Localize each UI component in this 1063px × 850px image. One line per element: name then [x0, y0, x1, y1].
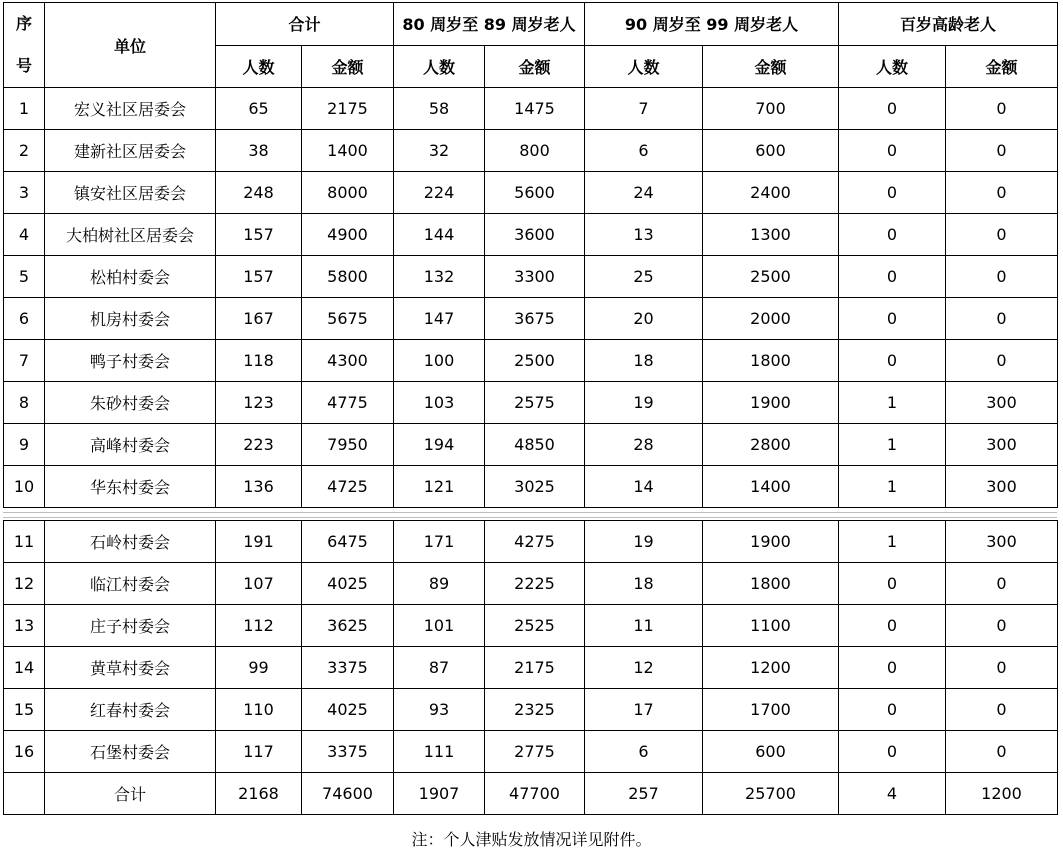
age-90-99-count-cell: 14 [585, 466, 703, 508]
unit-name-cell: 合计 [45, 773, 216, 815]
total-amount-cell: 8000 [302, 172, 394, 214]
centenarian-count-cell: 1 [839, 521, 946, 563]
centenarian-amount-cell: 0 [946, 340, 1058, 382]
centenarian-count-cell: 1 [839, 466, 946, 508]
total-amount-cell: 3375 [302, 647, 394, 689]
age-80-89-count-cell: 58 [394, 88, 485, 130]
table-row [4, 521, 1058, 563]
age-80-89-count-cell: 32 [394, 130, 485, 172]
subsidy-table-top [3, 2, 1058, 508]
row-index-cell: 6 [4, 298, 45, 340]
age-80-89-amount-cell: 2500 [485, 340, 585, 382]
centenarian-amount-cell: 0 [946, 214, 1058, 256]
total-count-cell: 118 [216, 340, 302, 382]
table-body-top [4, 88, 1058, 508]
age-80-89-count-cell: 121 [394, 466, 485, 508]
total-count-cell: 191 [216, 521, 302, 563]
unit-name-cell: 红春村委会 [45, 689, 216, 731]
table-row [4, 605, 1058, 647]
age-80-89-count-cell: 194 [394, 424, 485, 466]
age-80-89-amount-cell: 3675 [485, 298, 585, 340]
centenarian-count-cell: 0 [839, 731, 946, 773]
sub-header-count: 人数 [394, 45, 485, 88]
age-90-99-count-cell: 7 [585, 88, 703, 130]
row-index-cell: 15 [4, 689, 45, 731]
unit-name-cell: 朱砂村委会 [45, 382, 216, 424]
total-count-cell: 99 [216, 647, 302, 689]
unit-name-cell: 机房村委会 [45, 298, 216, 340]
table-row [4, 382, 1058, 424]
total-count-cell: 223 [216, 424, 302, 466]
row-index-cell: 1 [4, 88, 45, 130]
total-amount-cell: 7950 [302, 424, 394, 466]
age-80-89-amount-cell: 2225 [485, 563, 585, 605]
centenarian-count-cell: 0 [839, 172, 946, 214]
total-amount-cell: 74600 [302, 773, 394, 815]
centenarian-amount-cell: 0 [946, 130, 1058, 172]
age-90-99-count-cell: 19 [585, 382, 703, 424]
total-amount-cell: 4025 [302, 563, 394, 605]
unit-header: 单位 [45, 3, 216, 88]
unit-name-cell: 黄草村委会 [45, 647, 216, 689]
age-80-89-count-cell: 224 [394, 172, 485, 214]
age-90-99-amount-cell: 1300 [703, 214, 839, 256]
age-90-99-count-cell: 257 [585, 773, 703, 815]
total-amount-cell: 1400 [302, 130, 394, 172]
age-90-99-amount-cell: 1400 [703, 466, 839, 508]
unit-name-cell: 高峰村委会 [45, 424, 216, 466]
age-80-89-count-cell: 171 [394, 521, 485, 563]
row-index-cell: 14 [4, 647, 45, 689]
unit-name-cell: 庄子村委会 [45, 605, 216, 647]
age-80-89-count-cell: 132 [394, 256, 485, 298]
centenarian-count-cell: 0 [839, 214, 946, 256]
age-80-89-count-cell: 147 [394, 298, 485, 340]
age-90-99-count-cell: 20 [585, 298, 703, 340]
age-90-99-amount-cell: 2400 [703, 172, 839, 214]
age-90-99-amount-cell: 1900 [703, 521, 839, 563]
age-90-99-amount-cell: 1100 [703, 605, 839, 647]
age-80-89-count-cell: 101 [394, 605, 485, 647]
sub-header-amount: 金额 [946, 45, 1058, 88]
table-row [4, 340, 1058, 382]
table-row [4, 88, 1058, 130]
age-80-89-count-cell: 111 [394, 731, 485, 773]
total-amount-cell: 2175 [302, 88, 394, 130]
centenarian-amount-cell: 1200 [946, 773, 1058, 815]
sub-header-count: 人数 [216, 45, 302, 88]
total-count-cell: 112 [216, 605, 302, 647]
page-break-line [3, 512, 1057, 513]
total-count-cell: 136 [216, 466, 302, 508]
table-row [4, 172, 1058, 214]
centenarian-count-cell: 0 [839, 605, 946, 647]
centenarian-amount-cell: 0 [946, 731, 1058, 773]
age-90-99-count-cell: 6 [585, 130, 703, 172]
row-index-cell: 13 [4, 605, 45, 647]
age-90-99-count-cell: 12 [585, 647, 703, 689]
age-80-89-amount-cell: 2175 [485, 647, 585, 689]
centenarian-amount-cell: 0 [946, 88, 1058, 130]
centenarian-count-cell: 0 [839, 563, 946, 605]
total-amount-cell: 5675 [302, 298, 394, 340]
age-80-89-amount-cell: 3600 [485, 214, 585, 256]
total-count-cell: 157 [216, 256, 302, 298]
age-80-89-amount-cell: 2575 [485, 382, 585, 424]
total-count-cell: 65 [216, 88, 302, 130]
footnote: 注：个人津贴发放情况详见附件。 [411, 830, 652, 849]
total-count-cell: 167 [216, 298, 302, 340]
age-90-99-count-cell: 6 [585, 731, 703, 773]
centenarian-count-cell: 0 [839, 689, 946, 731]
table-row [4, 298, 1058, 340]
sub-header-amount: 金额 [485, 45, 585, 88]
row-index-cell: 2 [4, 130, 45, 172]
age-90-99-amount-cell: 600 [703, 731, 839, 773]
page-break-line [3, 517, 1057, 518]
age-90-99-amount-cell: 2500 [703, 256, 839, 298]
age-90-99-amount-cell: 700 [703, 88, 839, 130]
age-90-99-count-cell: 18 [585, 563, 703, 605]
total-row [4, 773, 1058, 815]
age-80-89-amount-cell: 4850 [485, 424, 585, 466]
total-amount-cell: 4725 [302, 466, 394, 508]
table-row [4, 256, 1058, 298]
age-90-99-count-cell: 24 [585, 172, 703, 214]
age-90-99-count-cell: 28 [585, 424, 703, 466]
centenarian-amount-cell: 0 [946, 647, 1058, 689]
centenarian-count-cell: 0 [839, 88, 946, 130]
centenarian-amount-cell: 0 [946, 298, 1058, 340]
table-row [4, 563, 1058, 605]
group-header-80-89: 80 周岁至 89 周岁老人 [394, 3, 585, 46]
unit-name-cell: 宏义社区居委会 [45, 88, 216, 130]
total-amount-cell: 4900 [302, 214, 394, 256]
age-80-89-count-cell: 144 [394, 214, 485, 256]
centenarian-count-cell: 1 [839, 382, 946, 424]
centenarian-amount-cell: 0 [946, 172, 1058, 214]
centenarian-count-cell: 1 [839, 424, 946, 466]
total-amount-cell: 4025 [302, 689, 394, 731]
table-row [4, 466, 1058, 508]
row-index-cell: 7 [4, 340, 45, 382]
total-count-cell: 107 [216, 563, 302, 605]
age-80-89-amount-cell: 47700 [485, 773, 585, 815]
age-80-89-count-cell: 89 [394, 563, 485, 605]
age-80-89-count-cell: 103 [394, 382, 485, 424]
unit-name-cell: 石堡村委会 [45, 731, 216, 773]
age-90-99-amount-cell: 1800 [703, 340, 839, 382]
age-90-99-amount-cell: 25700 [703, 773, 839, 815]
table-row [4, 647, 1058, 689]
total-count-cell: 157 [216, 214, 302, 256]
row-index-cell: 10 [4, 466, 45, 508]
row-index-cell: 8 [4, 382, 45, 424]
age-90-99-count-cell: 17 [585, 689, 703, 731]
unit-name-cell: 鸭子村委会 [45, 340, 216, 382]
age-80-89-count-cell: 100 [394, 340, 485, 382]
age-80-89-count-cell: 1907 [394, 773, 485, 815]
age-90-99-count-cell: 13 [585, 214, 703, 256]
centenarian-amount-cell: 300 [946, 521, 1058, 563]
centenarian-amount-cell: 0 [946, 563, 1058, 605]
total-amount-cell: 4775 [302, 382, 394, 424]
row-index-cell: 5 [4, 256, 45, 298]
centenarian-amount-cell: 0 [946, 605, 1058, 647]
unit-name-cell: 镇安社区居委会 [45, 172, 216, 214]
age-90-99-amount-cell: 600 [703, 130, 839, 172]
total-count-cell: 117 [216, 731, 302, 773]
age-80-89-amount-cell: 2775 [485, 731, 585, 773]
age-80-89-amount-cell: 3300 [485, 256, 585, 298]
group-header-90-99: 90 周岁至 99 周岁老人 [585, 3, 839, 46]
table-row [4, 689, 1058, 731]
row-index-cell: 16 [4, 731, 45, 773]
total-count-cell: 248 [216, 172, 302, 214]
table-row [4, 130, 1058, 172]
row-index-cell: 11 [4, 521, 45, 563]
group-header-total: 合计 [216, 3, 394, 46]
sub-header-amount: 金额 [703, 45, 839, 88]
row-index-cell: 9 [4, 424, 45, 466]
centenarian-count-cell: 4 [839, 773, 946, 815]
centenarian-count-cell: 0 [839, 298, 946, 340]
subsidy-table-bottom [3, 520, 1058, 815]
age-90-99-amount-cell: 2000 [703, 298, 839, 340]
unit-name-cell: 华东村委会 [45, 466, 216, 508]
age-80-89-amount-cell: 2525 [485, 605, 585, 647]
centenarian-amount-cell: 300 [946, 382, 1058, 424]
sub-header-count: 人数 [839, 45, 946, 88]
total-amount-cell: 3625 [302, 605, 394, 647]
unit-name-cell: 石岭村委会 [45, 521, 216, 563]
age-90-99-count-cell: 11 [585, 605, 703, 647]
centenarian-count-cell: 0 [839, 647, 946, 689]
age-80-89-amount-cell: 1475 [485, 88, 585, 130]
total-count-cell: 123 [216, 382, 302, 424]
unit-name-cell: 松柏村委会 [45, 256, 216, 298]
total-count-cell: 38 [216, 130, 302, 172]
table-row [4, 424, 1058, 466]
total-amount-cell: 4300 [302, 340, 394, 382]
row-index-cell: 4 [4, 214, 45, 256]
unit-name-cell: 临江村委会 [45, 563, 216, 605]
centenarian-amount-cell: 0 [946, 689, 1058, 731]
unit-name-cell: 建新社区居委会 [45, 130, 216, 172]
age-90-99-amount-cell: 1700 [703, 689, 839, 731]
age-80-89-amount-cell: 4275 [485, 521, 585, 563]
row-index-cell: 3 [4, 172, 45, 214]
age-90-99-amount-cell: 2800 [703, 424, 839, 466]
age-80-89-count-cell: 87 [394, 647, 485, 689]
age-80-89-amount-cell: 2325 [485, 689, 585, 731]
age-90-99-amount-cell: 1900 [703, 382, 839, 424]
centenarian-count-cell: 0 [839, 130, 946, 172]
table-row [4, 214, 1058, 256]
age-80-89-amount-cell: 800 [485, 130, 585, 172]
centenarian-amount-cell: 300 [946, 466, 1058, 508]
index-header: 序 号 [4, 3, 45, 88]
age-80-89-amount-cell: 5600 [485, 172, 585, 214]
age-90-99-count-cell: 19 [585, 521, 703, 563]
age-90-99-count-cell: 25 [585, 256, 703, 298]
table-body-bottom [4, 521, 1058, 815]
age-90-99-amount-cell: 1800 [703, 563, 839, 605]
row-index-cell: 12 [4, 563, 45, 605]
age-90-99-count-cell: 18 [585, 340, 703, 382]
total-count-cell: 2168 [216, 773, 302, 815]
sub-header-amount: 金额 [302, 45, 394, 88]
age-90-99-amount-cell: 1200 [703, 647, 839, 689]
row-index-cell [4, 773, 45, 815]
centenarian-amount-cell: 0 [946, 256, 1058, 298]
centenarian-count-cell: 0 [839, 256, 946, 298]
total-amount-cell: 3375 [302, 731, 394, 773]
sub-header-count: 人数 [585, 45, 703, 88]
group-header-centenarian: 百岁高龄老人 [839, 3, 1058, 46]
age-80-89-count-cell: 93 [394, 689, 485, 731]
centenarian-count-cell: 0 [839, 340, 946, 382]
centenarian-amount-cell: 300 [946, 424, 1058, 466]
total-amount-cell: 6475 [302, 521, 394, 563]
total-amount-cell: 5800 [302, 256, 394, 298]
age-80-89-amount-cell: 3025 [485, 466, 585, 508]
total-count-cell: 110 [216, 689, 302, 731]
table-row [4, 731, 1058, 773]
unit-name-cell: 大柏树社区居委会 [45, 214, 216, 256]
